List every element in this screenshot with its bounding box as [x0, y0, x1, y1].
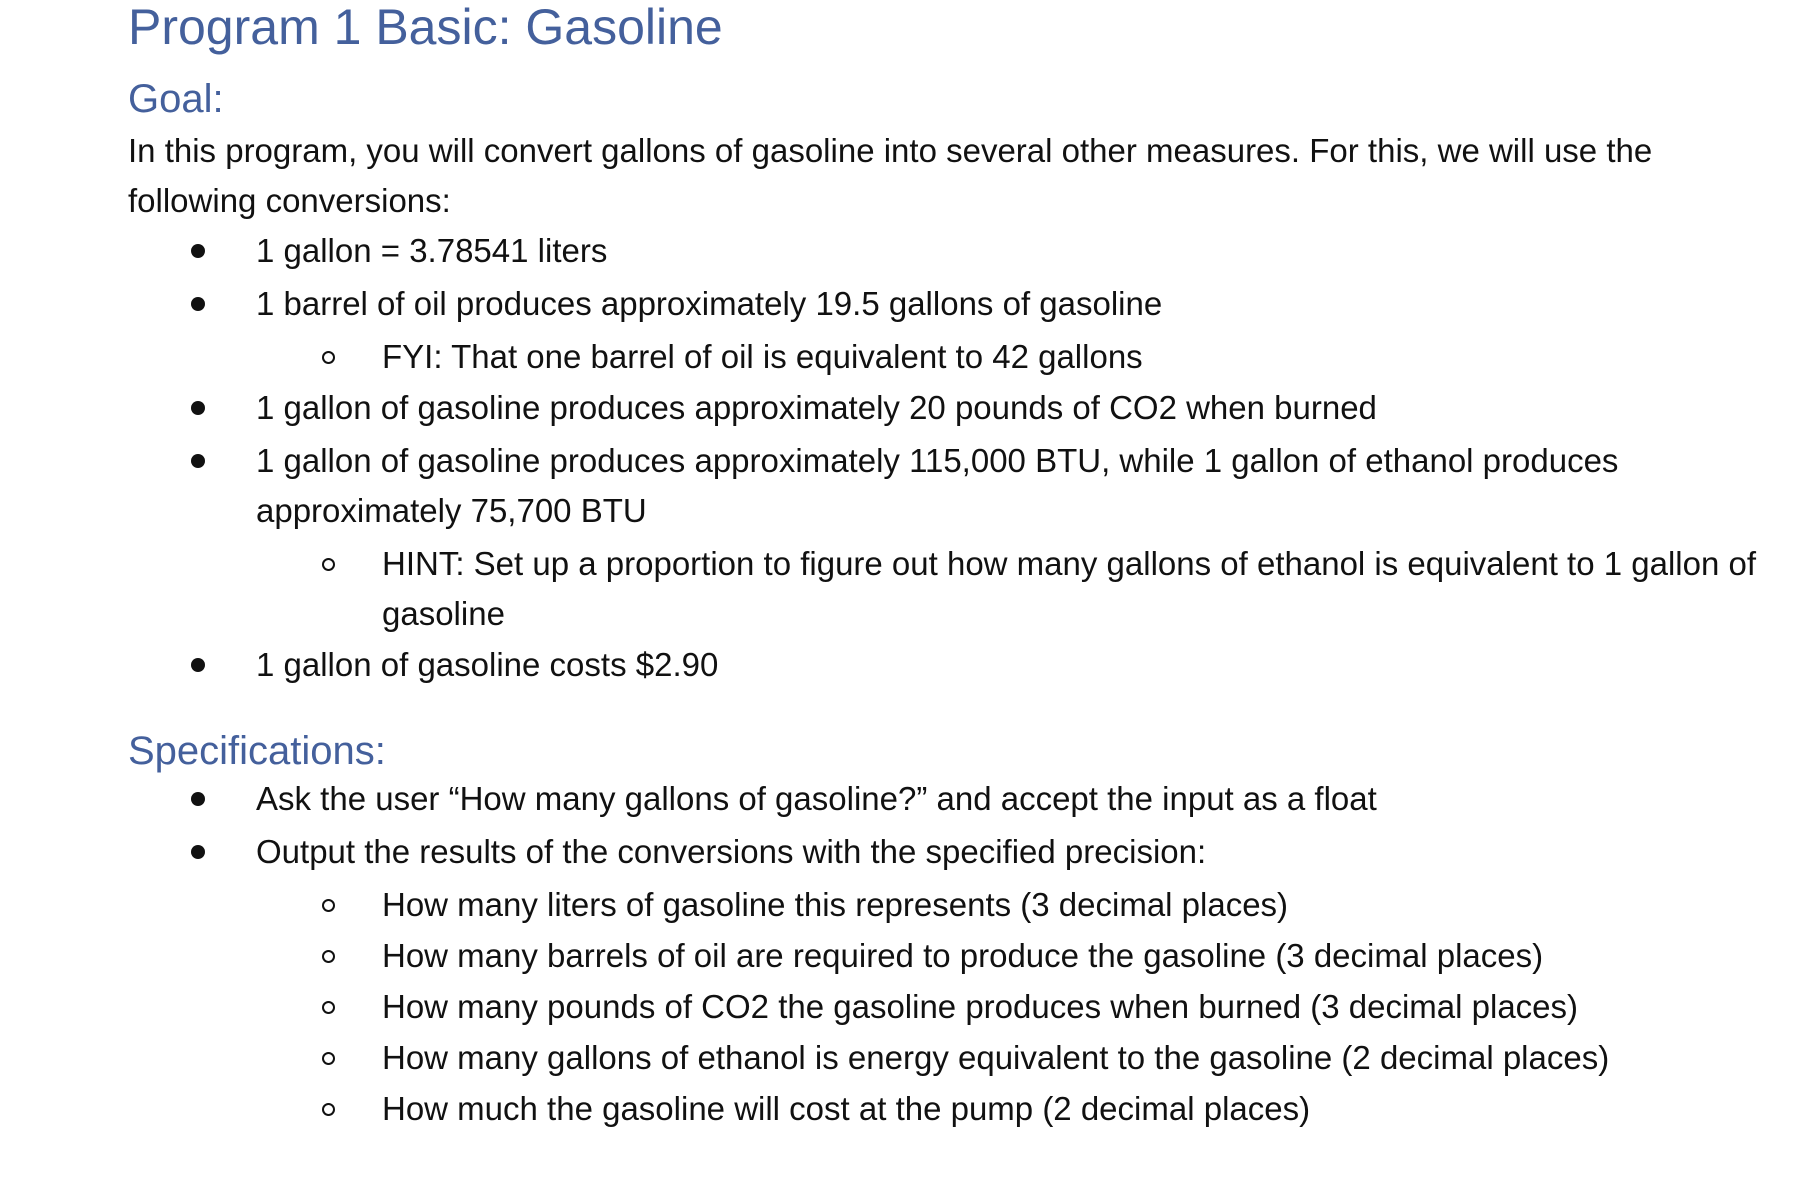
document-page	[128, 0, 1788, 1135]
conversion-list	[128, 226, 1788, 690]
sub-list-item-text: How many barrels of oil are required to produce the gasoline (3 decimal places)	[382, 937, 1544, 974]
list-item-text: 1 gallon of gasoline produces approximately 115,000 BTU, while 1 gallon of ethanol produces approximately 75,700 BTU	[256, 442, 1619, 529]
list-item	[128, 640, 1788, 690]
sublist	[128, 880, 1788, 1134]
bullet-icon	[191, 792, 205, 806]
sub-list-item	[128, 1084, 1788, 1134]
hollow-bullet-icon	[322, 1103, 335, 1116]
bullet-icon	[191, 845, 205, 859]
bullet-icon	[191, 658, 205, 672]
sub-list-item	[128, 332, 1788, 382]
list-item-text: Output the results of the conversions with the specified precision:	[256, 833, 1207, 870]
sublist	[128, 539, 1788, 639]
sub-list-item	[128, 880, 1788, 930]
list-item	[128, 383, 1788, 433]
hollow-bullet-icon	[322, 899, 335, 912]
hollow-bullet-icon	[322, 351, 335, 364]
hollow-bullet-icon	[322, 950, 335, 963]
sub-list-item-text: HINT: Set up a proportion to figure out how many gallons of ethanol is equivalent to 1 gallon of gasoline	[382, 545, 1757, 632]
list-item	[128, 774, 1788, 824]
bullet-icon	[191, 401, 205, 415]
sub-list-item-text: How much the gasoline will cost at the pump (2 decimal places)	[382, 1090, 1311, 1127]
sub-list-item-text: FYI: That one barrel of oil is equivalent to 42 gallons	[382, 338, 1143, 375]
sub-list-item	[128, 982, 1788, 1032]
list-item-text: 1 gallon of gasoline produces approximately 20 pounds of CO2 when burned	[256, 389, 1377, 426]
sub-list-item	[128, 931, 1788, 981]
specifications-list	[128, 774, 1788, 1134]
list-item-text: 1 gallon = 3.78541 liters	[256, 232, 608, 269]
list-item-text: 1 gallon of gasoline costs $2.90	[256, 646, 719, 683]
sub-list-item	[128, 539, 1788, 639]
sub-list-item-text: How many gallons of ethanol is energy equivalent to the gasoline (2 decimal places)	[382, 1039, 1610, 1076]
goal-intro: In this program, you will convert gallons of gasoline into several other measures. For this, we will use the following conversions:	[128, 132, 1653, 219]
bullet-icon	[191, 297, 205, 311]
list-item	[128, 436, 1788, 536]
document-title: Program 1 Basic: Gasoline	[128, 0, 723, 55]
list-item-text: Ask the user “How many gallons of gasoline?” and accept the input as a float	[256, 780, 1377, 817]
hollow-bullet-icon	[322, 558, 335, 571]
bullet-icon	[191, 244, 205, 258]
list-item-text: 1 barrel of oil produces approximately 19.5 gallons of gasoline	[256, 285, 1163, 322]
sub-list-item-text: How many pounds of CO2 the gasoline produces when burned (3 decimal places)	[382, 988, 1579, 1025]
sublist	[128, 332, 1788, 382]
list-item	[128, 279, 1788, 329]
goal-heading: Goal:	[128, 77, 224, 121]
bullet-icon	[191, 454, 205, 468]
list-item	[128, 226, 1788, 276]
hollow-bullet-icon	[322, 1001, 335, 1014]
specifications-heading: Specifications:	[128, 729, 386, 773]
hollow-bullet-icon	[322, 1052, 335, 1065]
sub-list-item	[128, 1033, 1788, 1083]
sub-list-item-text: How many liters of gasoline this represents (3 decimal places)	[382, 886, 1289, 923]
list-item	[128, 827, 1788, 877]
